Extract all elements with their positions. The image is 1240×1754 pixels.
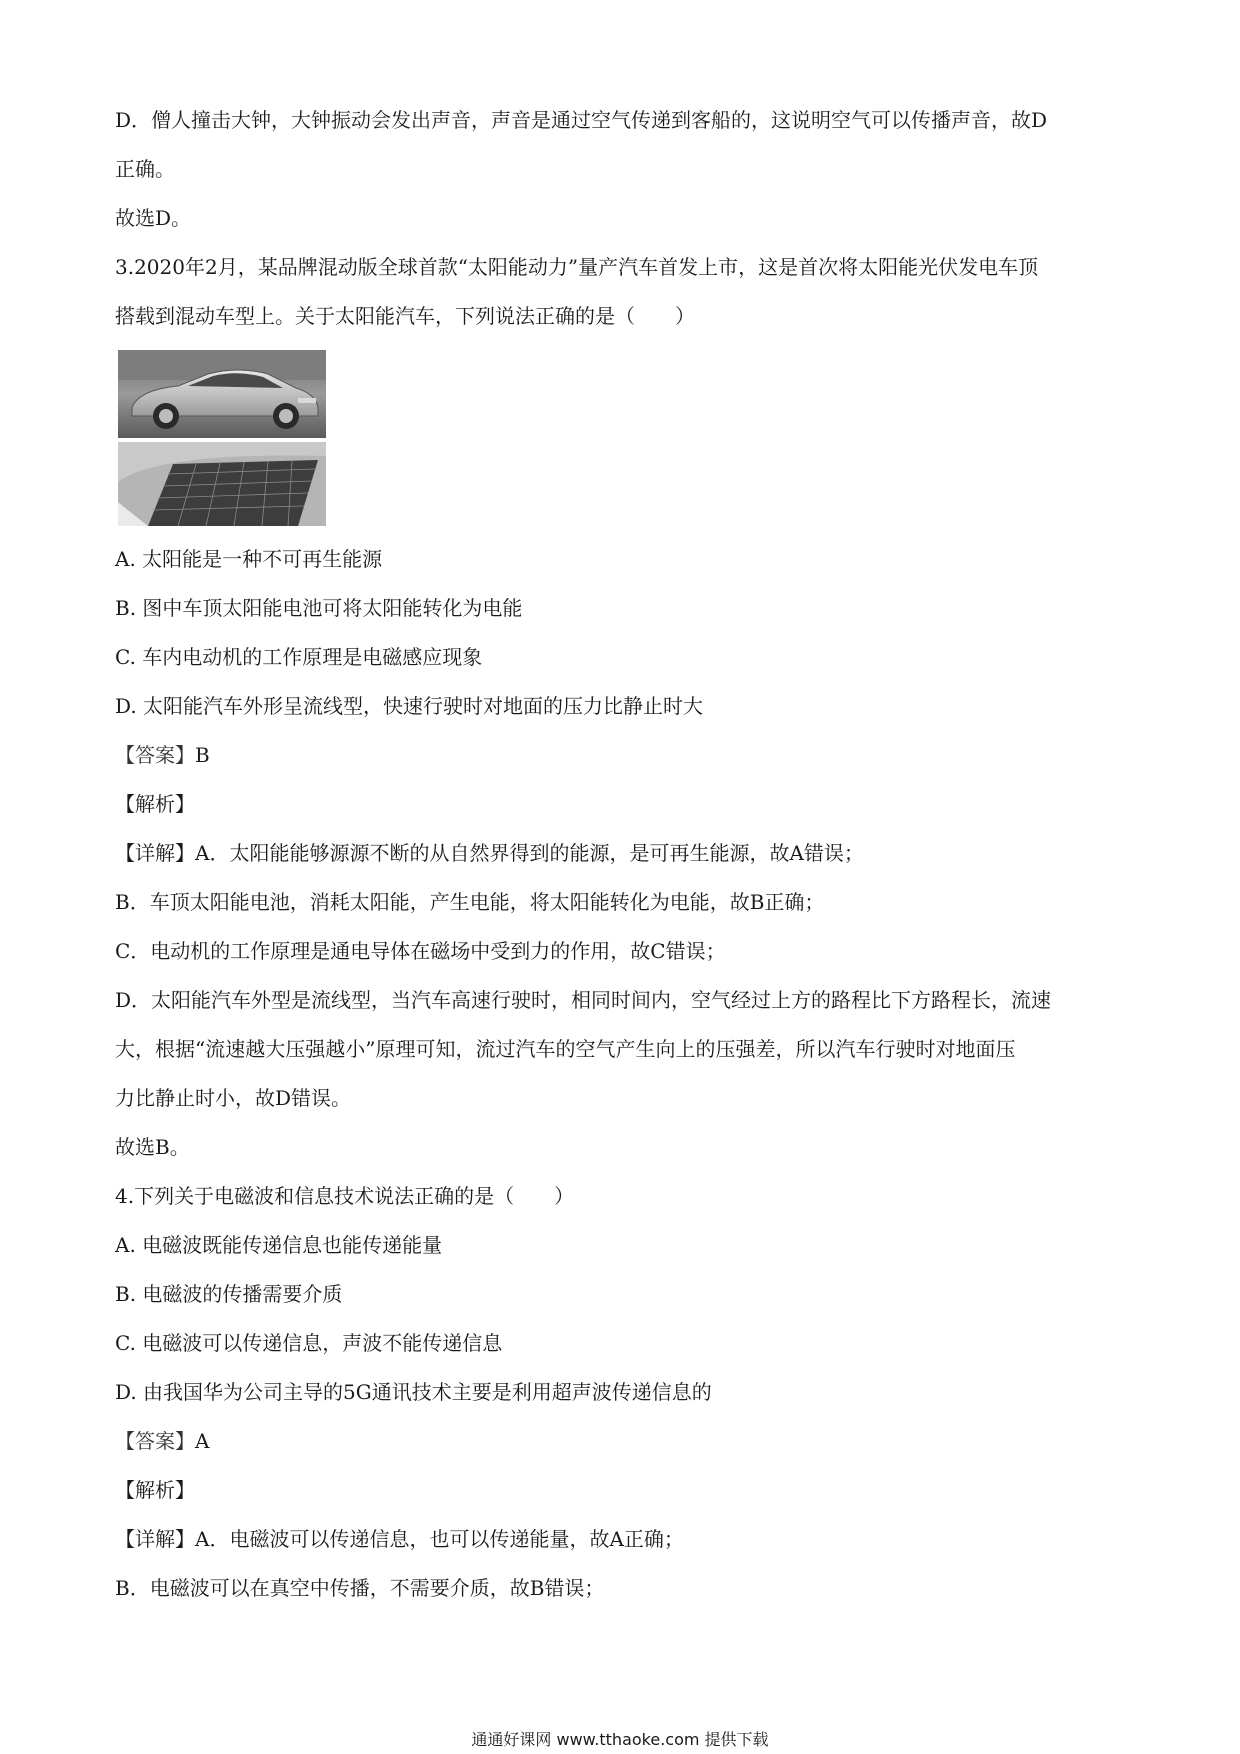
q4-option-a: A. 电磁波既能传递信息也能传递能量	[115, 1233, 443, 1257]
q3-detail-d2: 大，根据“流速越大压强越小”原理可知，流过汽车的空气产生向上的压强差，所以汽车行驶时对地面压	[115, 1037, 1016, 1061]
q3-analysis-tag: 【解析】	[115, 792, 195, 816]
q4-analysis-tag: 【解析】	[115, 1478, 195, 1502]
q4-answer-value: A	[195, 1429, 210, 1453]
q4-answer	[115, 1427, 209, 1455]
q3-detail-d3: 力比静止时小，故D错误。	[115, 1086, 352, 1110]
q4-option-c: C. 电磁波可以传递信息，声波不能传递信息	[115, 1331, 503, 1355]
q4-option-b: B. 电磁波的传播需要介质	[115, 1282, 343, 1306]
prev-answer-d-line1: D．僧人撞击大钟，大钟振动会发出声音，声音是通过空气传递到客船的，这说明空气可以传播声音，故D	[115, 108, 1048, 132]
q3-option-a: A. 太阳能是一种不可再生能源	[115, 547, 383, 571]
prev-answer-d-line2: 正确。	[115, 157, 175, 181]
q4-detail-a-text: A．电磁波可以传递信息，也可以传递能量，故A正确；	[195, 1527, 684, 1551]
q3-stem-line1: 3.2020年2月，某品牌混动版全球首款“太阳能动力”量产汽车首发上市，这是首次将太阳能光伏发电车顶	[115, 255, 1039, 279]
q3-stem-line2: 搭载到混动车型上。关于太阳能汽车，下列说法正确的是（ ）	[115, 304, 695, 328]
q4-detail-a	[115, 1525, 684, 1553]
q3-answer	[115, 741, 210, 769]
q3-option-d: D. 太阳能汽车外形呈流线型，快速行驶时对地面的压力比静止时大	[115, 694, 704, 718]
car-photo	[118, 350, 326, 438]
q4-answer-tag: 【答案】	[115, 1429, 195, 1453]
q4-option-d: D. 由我国华为公司主导的5G通讯技术主要是利用超声波传递信息的	[115, 1380, 712, 1404]
q3-answer-value: B	[195, 743, 210, 767]
q3-option-b: B. 图中车顶太阳能电池可将太阳能转化为电能	[115, 596, 523, 620]
q3-choose: 故选B。	[115, 1135, 190, 1159]
solar-roof-photo	[118, 442, 326, 526]
q4-detail-b: B．电磁波可以在真空中传播，不需要介质，故B错误；	[115, 1576, 605, 1600]
q3-answer-tag: 【答案】	[115, 743, 195, 767]
q3-detail-b: B．车顶太阳能电池，消耗太阳能，产生电能，将太阳能转化为电能，故B正确；	[115, 890, 825, 914]
q3-detail-a	[115, 839, 864, 867]
q3-detail-c: C．电动机的工作原理是通电导体在磁场中受到力的作用，故C错误；	[115, 939, 726, 963]
q3-detail-tag: 【详解】	[115, 841, 195, 865]
prev-choose: 故选D。	[115, 206, 192, 230]
q4-detail-tag: 【详解】	[115, 1527, 195, 1551]
q4-stem: 4.下列关于电磁波和信息技术说法正确的是（ ）	[115, 1184, 575, 1208]
q3-option-c: C. 车内电动机的工作原理是电磁感应现象	[115, 645, 483, 669]
footer-watermark: 通通好课网 www.tthaoke.com 提供下载	[471, 1730, 769, 1749]
q3-detail-d1: D．太阳能汽车外型是流线型，当汽车高速行驶时，相同时间内，空气经过上方的路程比下方路程长，流速	[115, 988, 1052, 1012]
q3-detail-a-text: A．太阳能能够源源不断的从自然界得到的能源，是可再生能源，故A错误；	[195, 841, 864, 865]
